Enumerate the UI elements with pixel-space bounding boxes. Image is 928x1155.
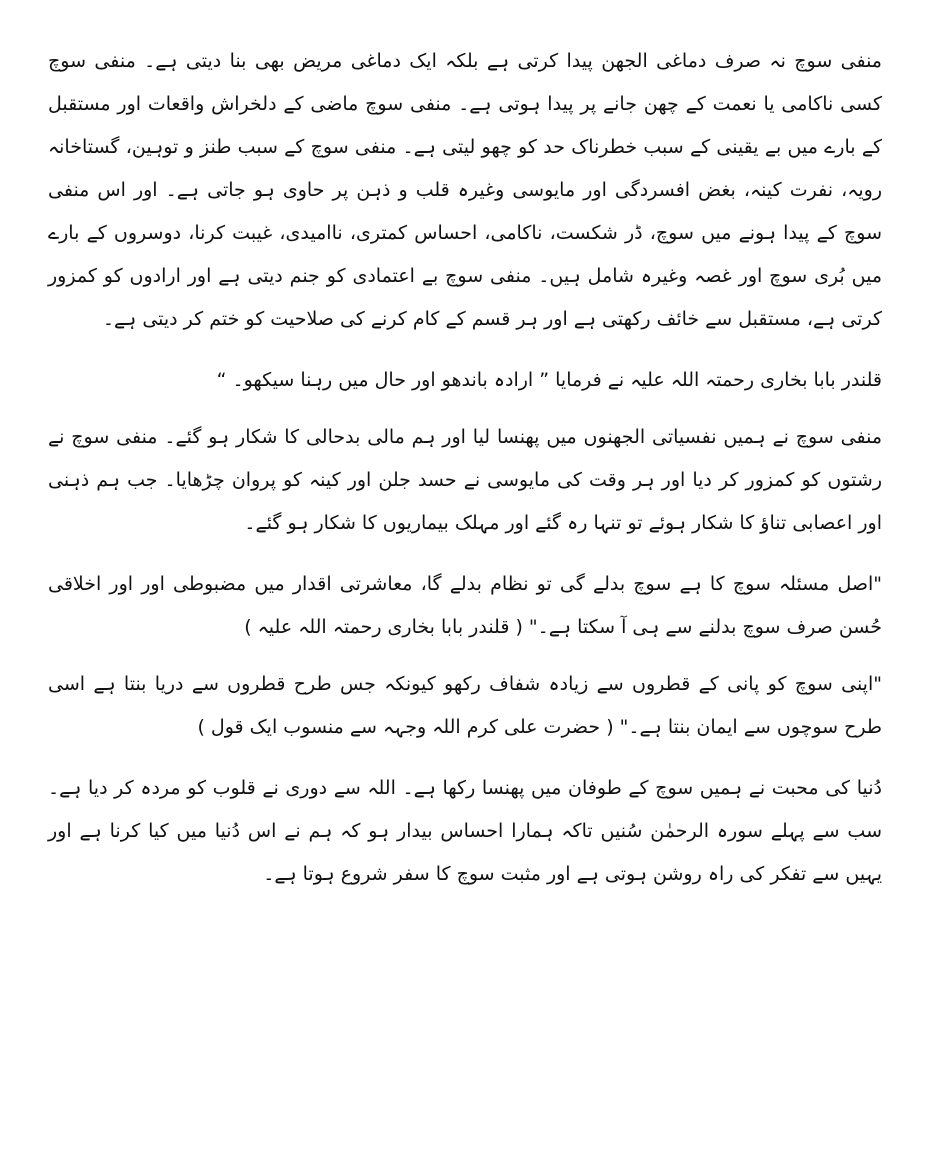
quote-qalandar-baba: "اصل مسئلہ سوچ کا ہے سوچ بدلے گی تو نظام بدلے گا، معاشرتی اقدار میں مضبوطی اور اور اخلاقی حُسن صرف سوچ بدلنے سے ہی آ سکتا ہے۔" ( قلندر بابا بخاری رحمتہ اللہ علیہ ) xyxy=(48,573,882,638)
paragraph-negative-thinking: منفی سوچ نہ صرف دماغی الجھن پیدا کرتی ہے بلکہ ایک دماغی مریض بھی بنا دیتی ہے۔ منفی سوچ کسی ناکامی یا نعمت کے چھن جانے پر پیدا ہوتی ہے۔ منفی سوچ ماضی کے دلخراش واقعات اور مستقبل کے بارے میں بے یقینی کے سبب خطرناک حد کو چھو لیتی ہے۔ منفی سوچ کے سبب طنز و توہین، گستاخانہ رویہ، نفرت کینہ، بغض افسردگی اور مایوسی وغیرہ قلب و ذہن پر حاوی ہو جاتی ہے۔ اور اس منفی سوچ کے پیدا ہونے میں سوچ، ڈر شکست، ناکامی، احساس کمتری، ناامیدی، غیبت کرنا، دوسروں کے بارے میں بُری سوچ اور غصہ وغیرہ شامل ہیں۔ منفی سوچ بے اعتمادی کو جنم دیتی ہے اور ارادوں کو کمزور کرتی ہے، مستقبل سے خائف رکھتی ہے اور ہر قسم کے کام کرنے کی صلاحیت کو ختم کر دیتی ہے۔ xyxy=(48,50,882,330)
quote-hazrat-ali: "اپنی سوچ کو پانی کے قطروں سے زیادہ شفاف رکھو کیونکہ جس طرح قطروں سے دریا بنتا ہے اسی طرح سوچوں سے ایمان بنتا ہے۔" ( حضرت علی کرم اللہ وجہہ سے منسوب ایک قول ) xyxy=(48,673,882,738)
paragraph-qalandar-saying: قلندر بابا بخاری رحمتہ اللہ علیہ نے فرمایا ” ارادہ باندھو اور حال میں رہنا سیکھو۔ “ xyxy=(216,369,882,391)
paragraph-consequences: منفی سوچ نے ہمیں نفسیاتی الجھنوں میں پھنسا لیا اور ہم مالی بدحالی کا شکار ہو گئے۔ منفی سوچ نے رشتوں کو کمزور کر دیا اور ہر وقت کی مایوسی نے حسد جلن اور کینہ کو پروان چڑھایا۔ جب ہم ذہنی اور اعصابی تناؤ کا شکار ہوئے تو تنہا رہ گئے اور مہلک بیماریوں کا شکار ہو گئے۔ xyxy=(48,426,882,534)
article-body xyxy=(48,40,882,914)
paragraph-conclusion: دُنیا کی محبت نے ہمیں سوچ کے طوفان میں پھنسا رکھا ہے۔ اللہ سے دوری نے قلوب کو مردہ کر دیا ہے۔ سب سے پہلے سورہ الرحمٰن سُنیں تاکہ ہمارا احساس بیدار ہو کہ ہم نے اس دُنیا میں کیا کرنا ہے اور یہیں سے تفکر کی راہ روشن ہوتی ہے اور مثبت سوچ کا سفر شروع ہوتا ہے۔ xyxy=(48,777,882,885)
